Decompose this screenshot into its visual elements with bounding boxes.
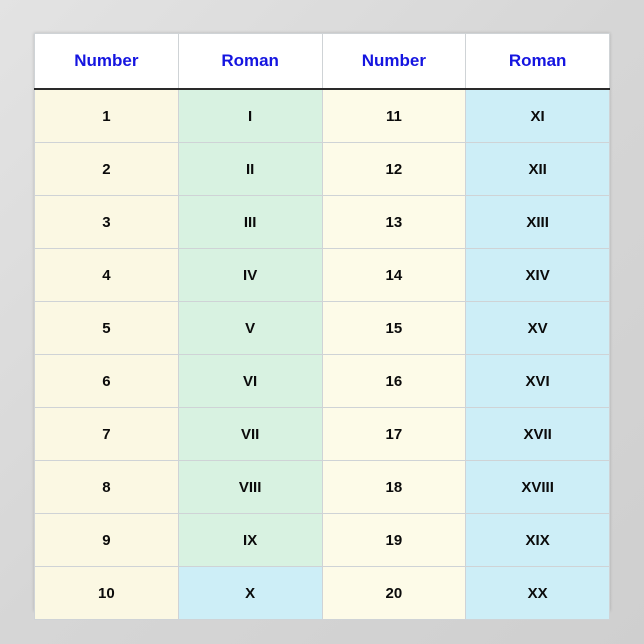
- cell-number-left: 1: [35, 89, 179, 143]
- cell-number-right: 15: [322, 302, 466, 355]
- cell-roman-right: XIII: [466, 196, 610, 249]
- cell-roman-left: IV: [178, 249, 322, 302]
- cell-roman-right: XIX: [466, 514, 610, 567]
- cell-roman-right: XVIII: [466, 461, 610, 514]
- column-header-roman-left: Roman: [178, 34, 322, 90]
- table-body: [35, 89, 610, 620]
- cell-number-left: 10: [35, 567, 179, 620]
- cell-number-left: 4: [35, 249, 179, 302]
- table-row: [35, 196, 610, 249]
- cell-number-right: 20: [322, 567, 466, 620]
- cell-number-left: 8: [35, 461, 179, 514]
- cell-roman-right: XVI: [466, 355, 610, 408]
- cell-number-left: 2: [35, 143, 179, 196]
- cell-roman-left: IX: [178, 514, 322, 567]
- table-head: [35, 34, 610, 90]
- cell-roman-left: X: [178, 567, 322, 620]
- cell-roman-right: XVII: [466, 408, 610, 461]
- table-row: [35, 567, 610, 620]
- cell-roman-left: III: [178, 196, 322, 249]
- cell-roman-left: I: [178, 89, 322, 143]
- cell-roman-left: VII: [178, 408, 322, 461]
- cell-number-left: 7: [35, 408, 179, 461]
- cell-roman-right: XV: [466, 302, 610, 355]
- roman-numeral-table-container: [34, 33, 610, 611]
- cell-number-left: 3: [35, 196, 179, 249]
- cell-roman-right: XX: [466, 567, 610, 620]
- cell-roman-right: XII: [466, 143, 610, 196]
- cell-roman-left: VIII: [178, 461, 322, 514]
- cell-number-right: 17: [322, 408, 466, 461]
- cell-number-right: 12: [322, 143, 466, 196]
- cell-number-right: 13: [322, 196, 466, 249]
- roman-numeral-table: [34, 33, 610, 620]
- cell-number-right: 11: [322, 89, 466, 143]
- cell-roman-right: XI: [466, 89, 610, 143]
- column-header-roman-right: Roman: [466, 34, 610, 90]
- table-row: [35, 249, 610, 302]
- table-row: [35, 461, 610, 514]
- cell-roman-left: VI: [178, 355, 322, 408]
- cell-number-right: 19: [322, 514, 466, 567]
- cell-roman-left: V: [178, 302, 322, 355]
- cell-number-left: 6: [35, 355, 179, 408]
- column-header-number-right: Number: [322, 34, 466, 90]
- cell-number-left: 5: [35, 302, 179, 355]
- table-row: [35, 89, 610, 143]
- table-row: [35, 355, 610, 408]
- table-row: [35, 302, 610, 355]
- table-row: [35, 143, 610, 196]
- cell-number-left: 9: [35, 514, 179, 567]
- cell-number-right: 14: [322, 249, 466, 302]
- column-header-number-left: Number: [35, 34, 179, 90]
- cell-roman-right: XIV: [466, 249, 610, 302]
- table-header-row: [35, 34, 610, 90]
- table-row: [35, 408, 610, 461]
- cell-number-right: 16: [322, 355, 466, 408]
- cell-number-right: 18: [322, 461, 466, 514]
- table-row: [35, 514, 610, 567]
- cell-roman-left: II: [178, 143, 322, 196]
